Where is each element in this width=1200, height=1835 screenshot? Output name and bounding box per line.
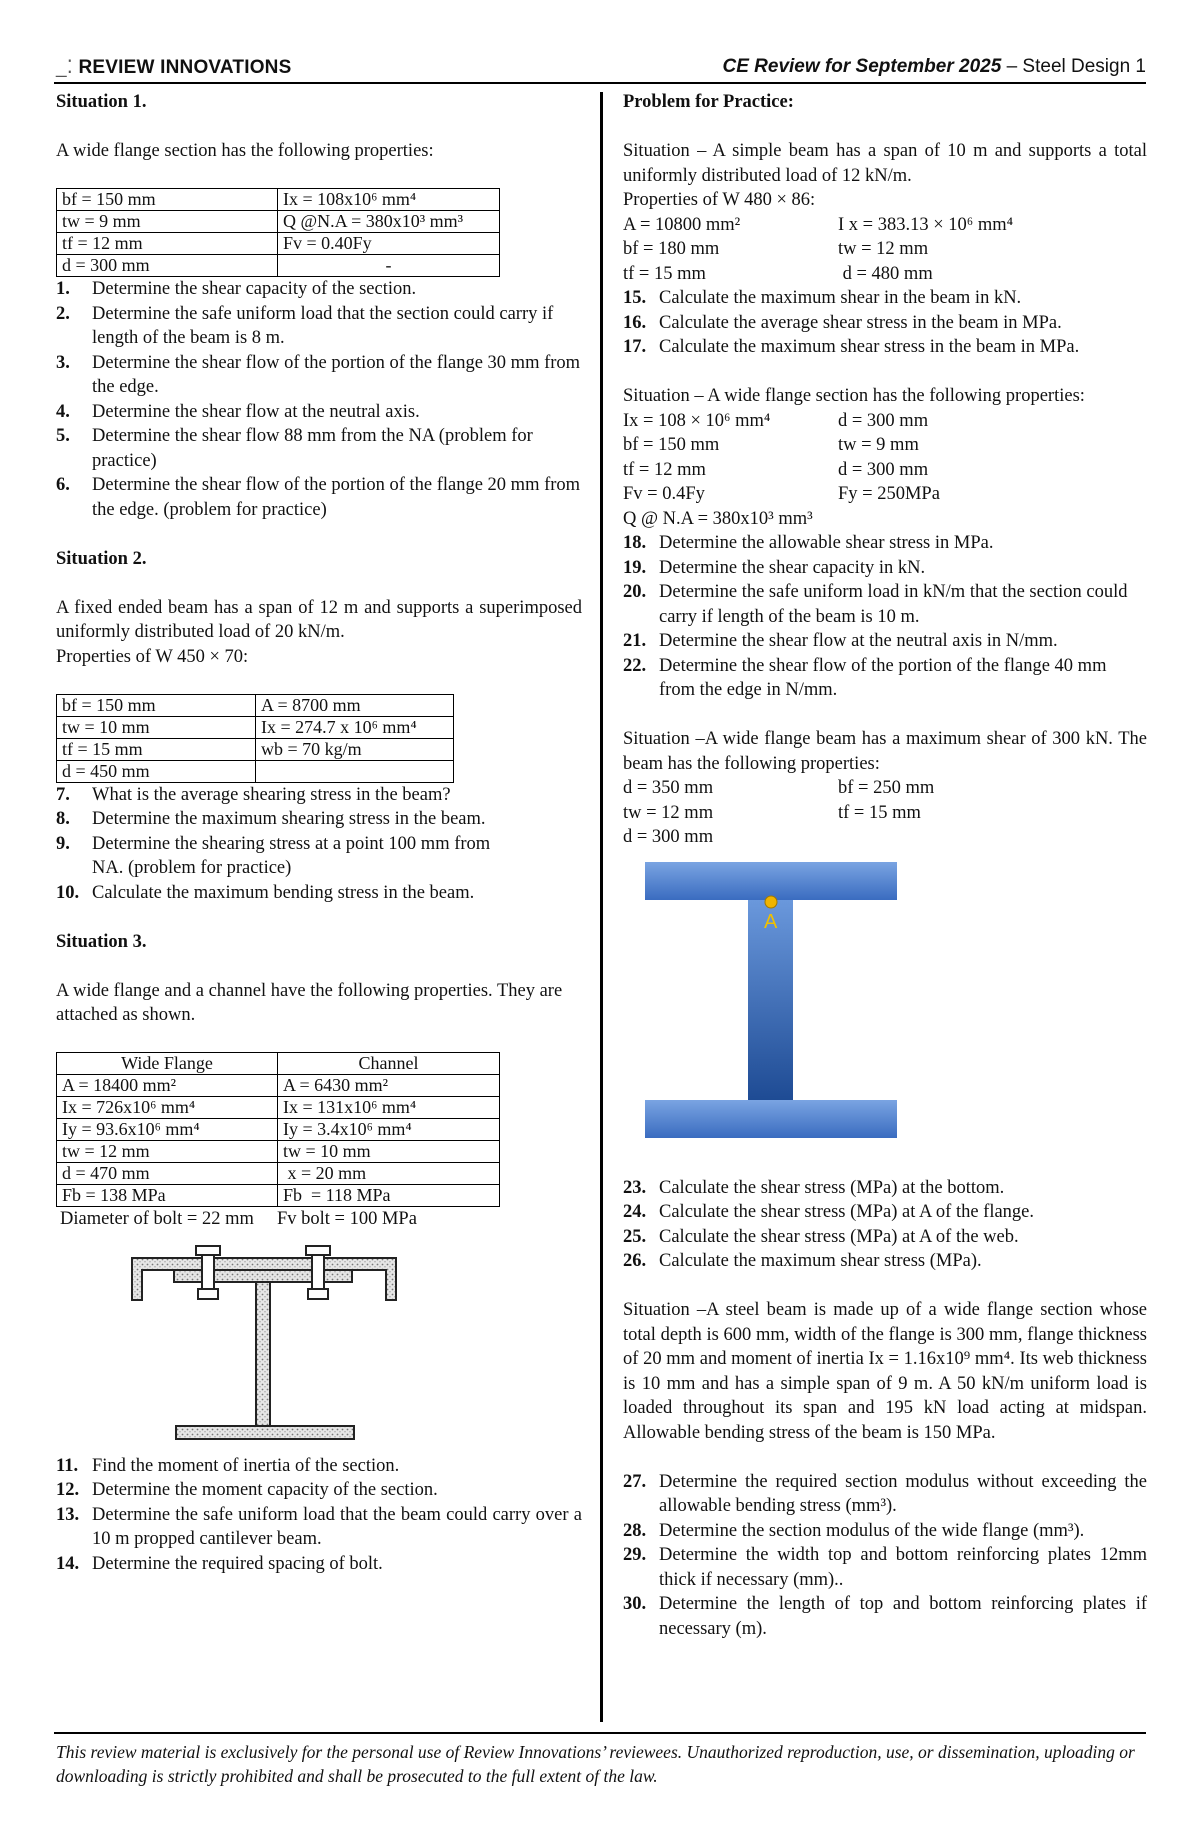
table-cell: A = 8700 mm [256, 694, 454, 716]
question-text: Determine the shear capacity in kN. [659, 557, 926, 578]
question-text: Calculate the average shear stress in the beam in MPa. [659, 312, 1062, 333]
question-text: Determine the shear flow 88 mm from the NA (problem for practice) [92, 426, 533, 471]
question-number: 10. [56, 882, 80, 903]
question-number: 4. [56, 401, 70, 422]
property-value: d = 300 mm [623, 827, 714, 847]
question-text: Determine the shear flow of the portion of the flange 20 mm from the edge. (problem for practice) [92, 475, 581, 520]
question-text: What is the average shearing stress in the beam? [92, 784, 451, 805]
wide-flange-bottom-flange [176, 1426, 354, 1439]
question-text: Determine the section modulus of the wide flange (mm³). [659, 1520, 1085, 1541]
practice-2-questions [623, 531, 1147, 703]
question-number: 15. [623, 288, 647, 308]
table-cell: tw = 12 mm [57, 1141, 278, 1163]
question-text: Determine the safe uniform load that the beam could carry over a 10 m propped cantilever beam. [92, 1504, 582, 1549]
table-row [57, 255, 500, 277]
header-logo [56, 56, 291, 79]
question-number: 17. [623, 337, 647, 357]
question-item [623, 531, 1147, 556]
situation-2-table [56, 694, 454, 783]
property-value: d = 480 mm [838, 263, 933, 284]
table-cell: Ix = 726x10⁶ mm⁴ [57, 1097, 278, 1119]
practice-4-intro: Situation –A steel beam is made up of a wide flange section whose total depth is 600 mm, width of the flange is 300 mm, flange thickness of 20 mm and moment of inertia Ix = 1.16x10⁹ mm⁴. Its web thickness is 10 mm and has a simple span of 9 m. A 50 kN/m uniform load is loaded throughout its span and 195 kN load acting at midspan. Allowable bending stress of the beam is 150 MPa. [623, 1300, 1147, 1443]
table-row [57, 1185, 500, 1207]
question-item [623, 654, 1147, 703]
question-text: Determine the shear capacity of the section. [92, 279, 417, 299]
question-number: 7. [56, 784, 70, 805]
property-value: tw = 9 mm [838, 435, 919, 455]
table-cell: d = 470 mm [57, 1163, 278, 1185]
question-number: 13. [56, 1504, 80, 1525]
table-cell: Ix = 131x10⁶ mm⁴ [278, 1097, 500, 1119]
situation-2-intro: A fixed ended beam has a span of 12 m and supports a superimposed uniformly distributed load of 20 kN/m. [56, 597, 582, 642]
question-number: 28. [623, 1520, 647, 1541]
question-number: 24. [623, 1202, 647, 1222]
header-title-main: CE Review for September 2025 [722, 56, 1002, 77]
question-text: Find the moment of inertia of the section. [92, 1455, 400, 1476]
question-item [623, 1176, 1147, 1201]
question-text: Calculate the maximum shear in the beam in kN. [659, 288, 1022, 308]
question-item [623, 1592, 1147, 1641]
question-number: 5. [56, 426, 70, 446]
table-cell: Fb = 118 MPa [278, 1185, 500, 1207]
question-item [56, 1478, 582, 1503]
question-item [623, 1470, 1147, 1519]
property-value: I x = 383.13 × 10⁶ mm⁴ [838, 214, 1014, 235]
footer-rule [54, 1732, 1146, 1734]
question-number: 23. [623, 1177, 647, 1198]
question-item [623, 1519, 1147, 1544]
situation-1-heading: Situation 1. [56, 92, 147, 112]
table-row [57, 189, 500, 211]
question-text: Determine the shear flow at the neutral axis. [92, 401, 420, 422]
table-cell: A = 18400 mm² [57, 1075, 278, 1097]
practice-2-q-line: Q @ N.A = 380x10³ mm³ [623, 508, 813, 529]
question-item [56, 277, 582, 302]
question-text: Determine the shear flow of the portion of the flange 30 mm from the edge. [92, 352, 581, 397]
practice-1-intro: Situation – A simple beam has a span of 10 m and supports a total uniformly distributed load of 12 kN/m. [623, 141, 1147, 186]
table-row [57, 738, 454, 760]
table-cell: Iy = 93.6x10⁶ mm⁴ [57, 1119, 278, 1141]
situation-1-table [56, 188, 500, 277]
i-beam-bottom-flange [645, 1100, 897, 1138]
property-value [838, 825, 1147, 850]
question-item [623, 629, 1147, 654]
header-title-subject: – Steel Design 1 [1001, 56, 1146, 77]
table-cell: d = 300 mm [57, 255, 278, 277]
question-text: Determine the maximum shearing stress in the beam. [92, 809, 486, 829]
table-cell: tw = 10 mm [57, 716, 256, 738]
practice-1-props: Properties of W 480 × 86: [623, 190, 816, 210]
property-value: tw = 12 mm [623, 802, 714, 823]
logo-icon: _⁚ [56, 57, 74, 78]
table-cell: Ix = 108x10⁶ mm⁴ [278, 189, 500, 211]
header-title [723, 56, 1147, 78]
practice-2-grid [623, 409, 1147, 507]
wide-flange-web [256, 1282, 270, 1426]
logo-text: REVIEW INNOVATIONS [78, 57, 292, 78]
question-item [56, 302, 582, 351]
question-number: 27. [623, 1471, 647, 1492]
i-beam-top-flange [645, 862, 897, 900]
practice-2-intro: Situation – A wide flange section has the following properties: [623, 386, 1085, 406]
table-cell [256, 760, 454, 782]
practice-4-questions [623, 1470, 1147, 1642]
footer-disclaimer: This review material is exclusively for the personal use of Review Innovations’ reviewees. Unauthorized reproduction, use, or dissemination, uploading or downloading is strictly prohibited and shall be prosecuted to the full extent of the law. [56, 1742, 1135, 1786]
question-text: Calculate the shear stress (MPa) at the bottom. [659, 1177, 1005, 1198]
bolt-diameter: Diameter of bolt = 22 mm [60, 1209, 254, 1229]
table-cell: Q @N.A = 380x10³ mm³ [278, 211, 500, 233]
question-text: Determine the width top and bottom reinforcing plates 12mm thick if necessary (mm).. [659, 1545, 1147, 1590]
built-up-section-figure [56, 1238, 582, 1450]
question-item [56, 807, 582, 832]
question-number: 18. [623, 533, 647, 553]
table-cell: tw = 9 mm [57, 211, 278, 233]
practice-3-intro: Situation –A wide flange beam has a maximum shear of 300 kN. The beam has the following properties: [623, 729, 1147, 774]
property-value: tf = 15 mm [623, 263, 706, 284]
question-item [56, 881, 582, 906]
question-item [623, 286, 1147, 311]
situation-2-heading: Situation 2. [56, 548, 147, 569]
situation-3-table [56, 1052, 500, 1207]
question-item [56, 1454, 582, 1479]
table-row [57, 716, 454, 738]
wide-flange-top-flange [174, 1270, 352, 1282]
property-value: Fv = 0.4Fy [623, 484, 705, 504]
table-cell: Fb = 138 MPa [57, 1185, 278, 1207]
table-cell: tf = 15 mm [57, 738, 256, 760]
table-cell: wb = 70 kg/m [256, 738, 454, 760]
question-number: 29. [623, 1545, 647, 1565]
table-cell: Ix = 274.7 x 10⁶ mm⁴ [256, 716, 454, 738]
situation-1-questions [56, 277, 582, 522]
table-cell: Fv = 0.40Fy [278, 233, 500, 255]
right-column [623, 90, 1147, 1641]
column-divider [600, 92, 603, 1722]
question-text: Determine the required spacing of bolt. [92, 1553, 383, 1574]
question-item [56, 473, 582, 522]
property-value: d = 350 mm [623, 778, 714, 798]
header-rule [54, 82, 1146, 84]
situation-3-intro: A wide flange and a channel have the following properties. They are attached as shown. [56, 980, 563, 1025]
question-number: 21. [623, 631, 647, 651]
table-row [57, 1075, 500, 1097]
question-item [623, 1225, 1147, 1250]
question-number: 20. [623, 582, 647, 602]
question-number: 19. [623, 557, 647, 578]
point-a-label: A [764, 910, 778, 933]
question-text: Determine the shear flow of the portion of the flange 40 mm from the edge in N/mm. [659, 655, 1107, 700]
question-number: 1. [56, 279, 70, 299]
bolt-fv: Fv bolt = 100 MPa [276, 1209, 417, 1229]
question-item [56, 783, 582, 808]
question-number: 26. [623, 1251, 647, 1271]
question-text: Determine the required section modulus without exceeding the allowable bending stress (mm³). [659, 1471, 1147, 1516]
table-cell: Iy = 3.4x10⁶ mm⁴ [278, 1119, 500, 1141]
question-number: 30. [623, 1594, 647, 1614]
table-row [57, 1119, 500, 1141]
table-cell: d = 450 mm [57, 760, 256, 782]
question-text: Determine the shearing stress at a point 100 mm from NA. (problem for practice) [92, 833, 491, 878]
question-text: Calculate the maximum shear stress (MPa). [659, 1251, 982, 1271]
question-number: 6. [56, 475, 70, 495]
question-number: 22. [623, 655, 647, 676]
property-value: tw = 12 mm [838, 239, 929, 259]
question-item [56, 351, 582, 400]
question-text: Calculate the shear stress (MPa) at A of the flange. [659, 1202, 1035, 1222]
left-column [56, 90, 582, 1576]
table-cell: A = 6430 mm² [278, 1075, 500, 1097]
practice-1-grid [623, 213, 1147, 287]
table-header-row [57, 1053, 500, 1075]
table-cell: - [278, 255, 500, 277]
property-value: bf = 150 mm [623, 435, 720, 455]
table-header-cell: Wide Flange [57, 1053, 278, 1075]
question-number: 9. [56, 833, 70, 854]
question-item [56, 832, 582, 881]
question-item [623, 1200, 1147, 1225]
table-cell: bf = 150 mm [57, 694, 256, 716]
practice-3-grid [623, 776, 1147, 850]
question-item [623, 556, 1147, 581]
practice-heading: Problem for Practice: [623, 92, 794, 112]
table-header-cell: Channel [278, 1053, 500, 1075]
table-row [57, 1141, 500, 1163]
situation-2-props: Properties of W 450 × 70: [56, 646, 249, 667]
question-text: Calculate the shear stress (MPa) at A of the web. [659, 1226, 1019, 1247]
property-value: tf = 12 mm [623, 459, 706, 480]
property-value: d = 300 mm [838, 410, 929, 431]
table-cell: bf = 150 mm [57, 189, 278, 211]
point-a-marker [765, 896, 777, 908]
question-item [56, 400, 582, 425]
table-cell: tf = 12 mm [57, 233, 278, 255]
i-beam-figure [623, 852, 1149, 1168]
situation-3-questions [56, 1454, 582, 1577]
property-value: bf = 180 mm [623, 239, 720, 259]
question-item [623, 1249, 1147, 1274]
property-value: Fy = 250MPa [838, 484, 940, 504]
property-value: Ix = 108 × 10⁶ mm⁴ [623, 410, 771, 431]
question-text: Determine the length of top and bottom reinforcing plates if necessary (m). [659, 1594, 1147, 1639]
question-text: Determine the allowable shear stress in MPa. [659, 533, 994, 553]
question-number: 12. [56, 1480, 80, 1500]
situation-3-heading: Situation 3. [56, 931, 147, 952]
question-item [56, 1552, 582, 1577]
property-value: tf = 15 mm [838, 802, 921, 823]
question-text: Calculate the maximum bending stress in the beam. [92, 882, 475, 903]
question-number: 2. [56, 303, 70, 324]
question-item [56, 1503, 582, 1552]
question-number: 8. [56, 809, 70, 829]
bolt-properties [56, 1207, 582, 1232]
question-item [623, 580, 1147, 629]
question-text: Determine the safe uniform load in kN/m that the section could carry if length of the beam is 10 m. [659, 582, 1128, 627]
table-cell: tw = 10 mm [278, 1141, 500, 1163]
question-item [623, 311, 1147, 336]
table-cell: x = 20 mm [278, 1163, 500, 1185]
question-number: 25. [623, 1226, 647, 1247]
question-number: 16. [623, 312, 647, 333]
table-row [57, 1163, 500, 1185]
question-number: 3. [56, 352, 70, 373]
situation-1-intro: A wide flange section has the following properties: [56, 141, 434, 161]
table-row [57, 211, 500, 233]
question-item [56, 424, 582, 473]
property-value: bf = 250 mm [838, 778, 935, 798]
practice-3-questions [623, 1176, 1147, 1274]
question-item [623, 335, 1147, 360]
question-text: Determine the safe uniform load that the section could carry if length of the beam is 8 m. [92, 303, 554, 348]
question-text: Determine the shear flow at the neutral axis in N/mm. [659, 631, 1058, 651]
table-row [57, 760, 454, 782]
question-text: Calculate the maximum shear stress in the beam in MPa. [659, 337, 1080, 357]
question-number: 11. [56, 1455, 79, 1476]
situation-2-questions [56, 783, 582, 906]
table-row [57, 1097, 500, 1119]
table-row [57, 694, 454, 716]
practice-1-questions [623, 286, 1147, 360]
question-number: 14. [56, 1553, 80, 1574]
property-value: A = 10800 mm² [623, 214, 741, 235]
question-text: Determine the moment capacity of the section. [92, 1480, 438, 1500]
table-row [57, 233, 500, 255]
question-item [623, 1543, 1147, 1592]
property-value: d = 300 mm [838, 459, 929, 480]
